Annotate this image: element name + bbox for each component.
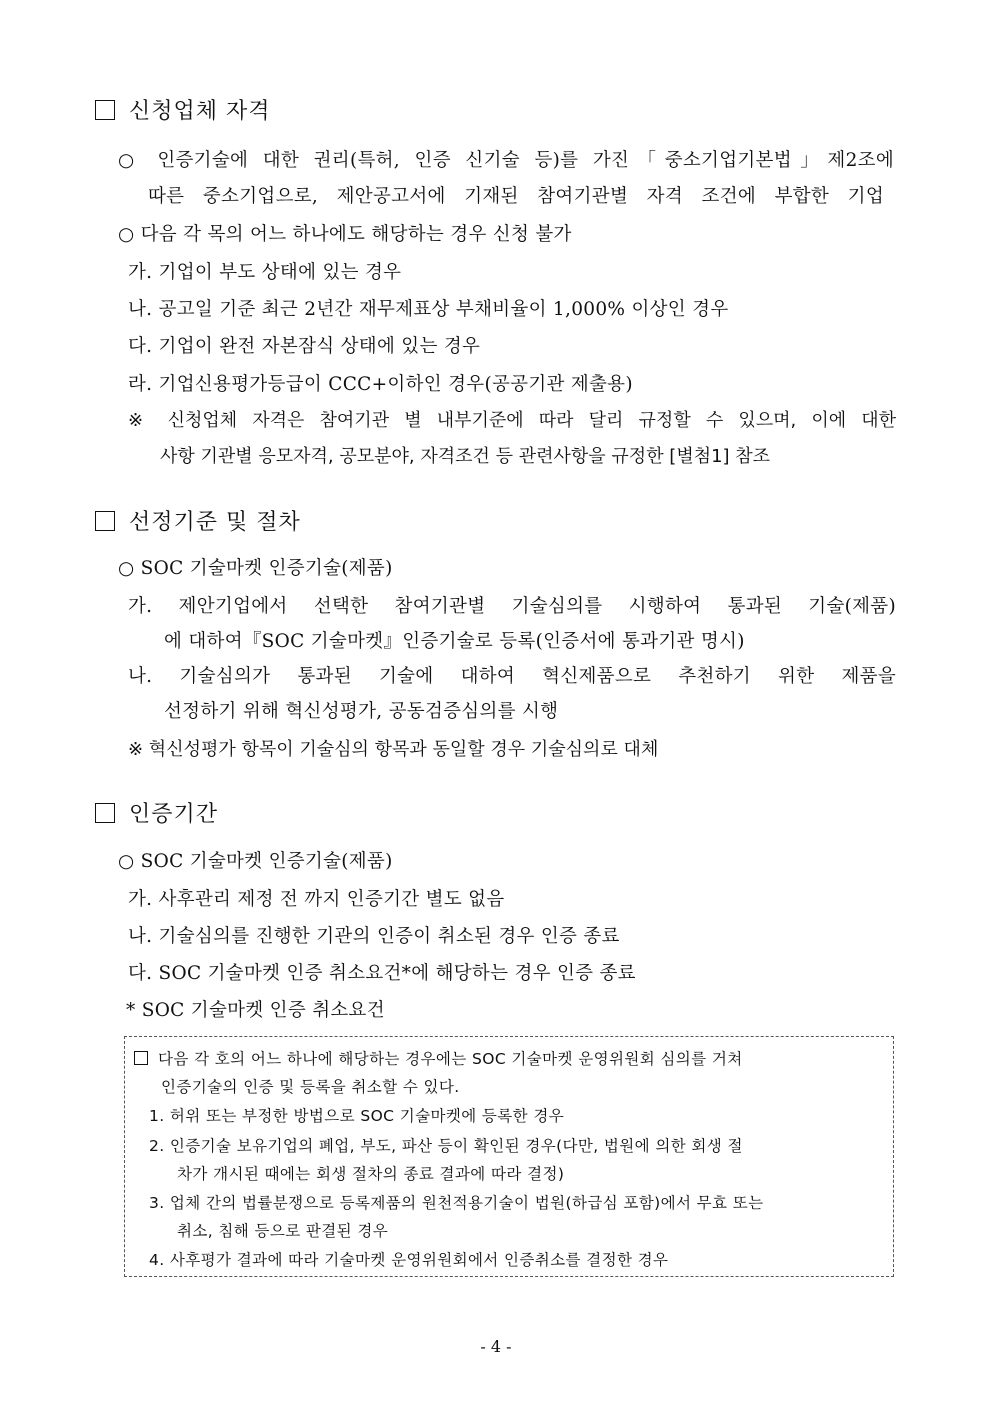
period-line: 나. 기술심의를 진행한 기관의 인증이 취소된 경우 인증 종료 <box>128 926 620 947</box>
selection-note: ※ 혁신성평가 항목이 기술심의 항목과 동일할 경우 기술심의로 대체 <box>128 739 659 760</box>
eligibility-line: ○ 다음 각 목의 어느 하나에도 해당하는 경우 신청 불가 <box>118 224 572 245</box>
eligibility-line: ○ 인증기술에 대한 권리(특허, 인증 신기술 등)를 가진「중소기업기본법」제2조에 <box>118 150 894 171</box>
section-title-selection: 선정기준 및 절차 <box>95 505 301 536</box>
square-bullet-icon <box>134 1051 148 1065</box>
selection-line: 선정하기 위해 혁신성평가, 공동검증심의를 시행 <box>164 701 559 722</box>
page-number: - 4 - <box>480 1337 512 1356</box>
section-title-eligibility: 신청업체 자격 <box>95 94 271 125</box>
eligibility-line: 따른 중소기업으로, 제안공고서에 기재된 참여기관별 자격 조건에 부합한 기업 <box>148 186 884 207</box>
eligibility-line: 라. 기업신용평가등급이 CCC+이하인 경우(공공기관 제출용) <box>128 374 633 395</box>
selection-line: 나. 기술심의가 통과된 기술에 대하여 혁신제품으로 추천하기 위한 제품을 <box>128 666 896 687</box>
period-footnote: * SOC 기술마켓 인증 취소요건 <box>126 1000 385 1021</box>
eligibility-note: 사항 기관별 응모자격, 공모분야, 자격조건 등 관련사항을 규정한 [별첨1] 참조 <box>160 446 771 467</box>
section-title-certification-period: 인증기간 <box>95 797 218 828</box>
box-line: 1. 허위 또는 부정한 방법으로 SOC 기술마켓에 등록한 경우 <box>149 1107 565 1125</box>
cancellation-conditions-box <box>124 1036 894 1277</box>
square-bullet-icon <box>95 511 115 531</box>
selection-line: 에 대하여『SOC 기술마켓』인증기술로 등록(인증서에 통과기관 명시) <box>164 631 745 652</box>
eligibility-note: ※ 신청업체 자격은 참여기관 별 내부기준에 따라 달리 규정할 수 있으며, 이에 대한 <box>128 410 896 431</box>
period-line: 다. SOC 기술마켓 인증 취소요건*에 해당하는 경우 인증 종료 <box>128 963 636 984</box>
square-bullet-icon <box>95 803 115 823</box>
box-line: 다음 각 호의 어느 하나에 해당하는 경우에는 SOC 기술마켓 운영위원회 심의를 거쳐 <box>134 1047 743 1069</box>
eligibility-line: 나. 공고일 기준 최근 2년간 재무제표상 부채비율이 1,000% 이상인 경우 <box>128 299 729 320</box>
period-line: 가. 사후관리 제정 전 까지 인증기간 별도 없음 <box>128 889 505 910</box>
eligibility-line: 다. 기업이 완전 자본잠식 상태에 있는 경우 <box>128 336 481 357</box>
square-bullet-icon <box>95 100 115 120</box>
box-line: 2. 인증기술 보유기업의 폐업, 부도, 파산 등이 확인된 경우(다만, 법원에 의한 회생 절 <box>149 1137 743 1155</box>
box-line: 4. 사후평가 결과에 따라 기술마켓 운영위원회에서 인증취소를 결정한 경우 <box>149 1251 669 1269</box>
selection-line: ○ SOC 기술마켓 인증기술(제품) <box>118 558 393 579</box>
box-line: 인증기술의 인증 및 등록을 취소할 수 있다. <box>161 1078 460 1096</box>
box-line: 차가 개시된 때에는 회생 절차의 종료 결과에 따라 결정) <box>177 1165 565 1183</box>
period-line: ○ SOC 기술마켓 인증기술(제품) <box>118 851 393 872</box>
box-line: 3. 업체 간의 법률분쟁으로 등록제품의 원천적용기술이 법원(하급심 포함)에서 무효 또는 <box>149 1194 764 1212</box>
box-line: 취소, 침해 등으로 판결된 경우 <box>177 1222 389 1240</box>
eligibility-line: 가. 기업이 부도 상태에 있는 경우 <box>128 262 402 283</box>
selection-line: 가. 제안기업에서 선택한 참여기관별 기술심의를 시행하여 통과된 기술(제품) <box>128 596 896 617</box>
